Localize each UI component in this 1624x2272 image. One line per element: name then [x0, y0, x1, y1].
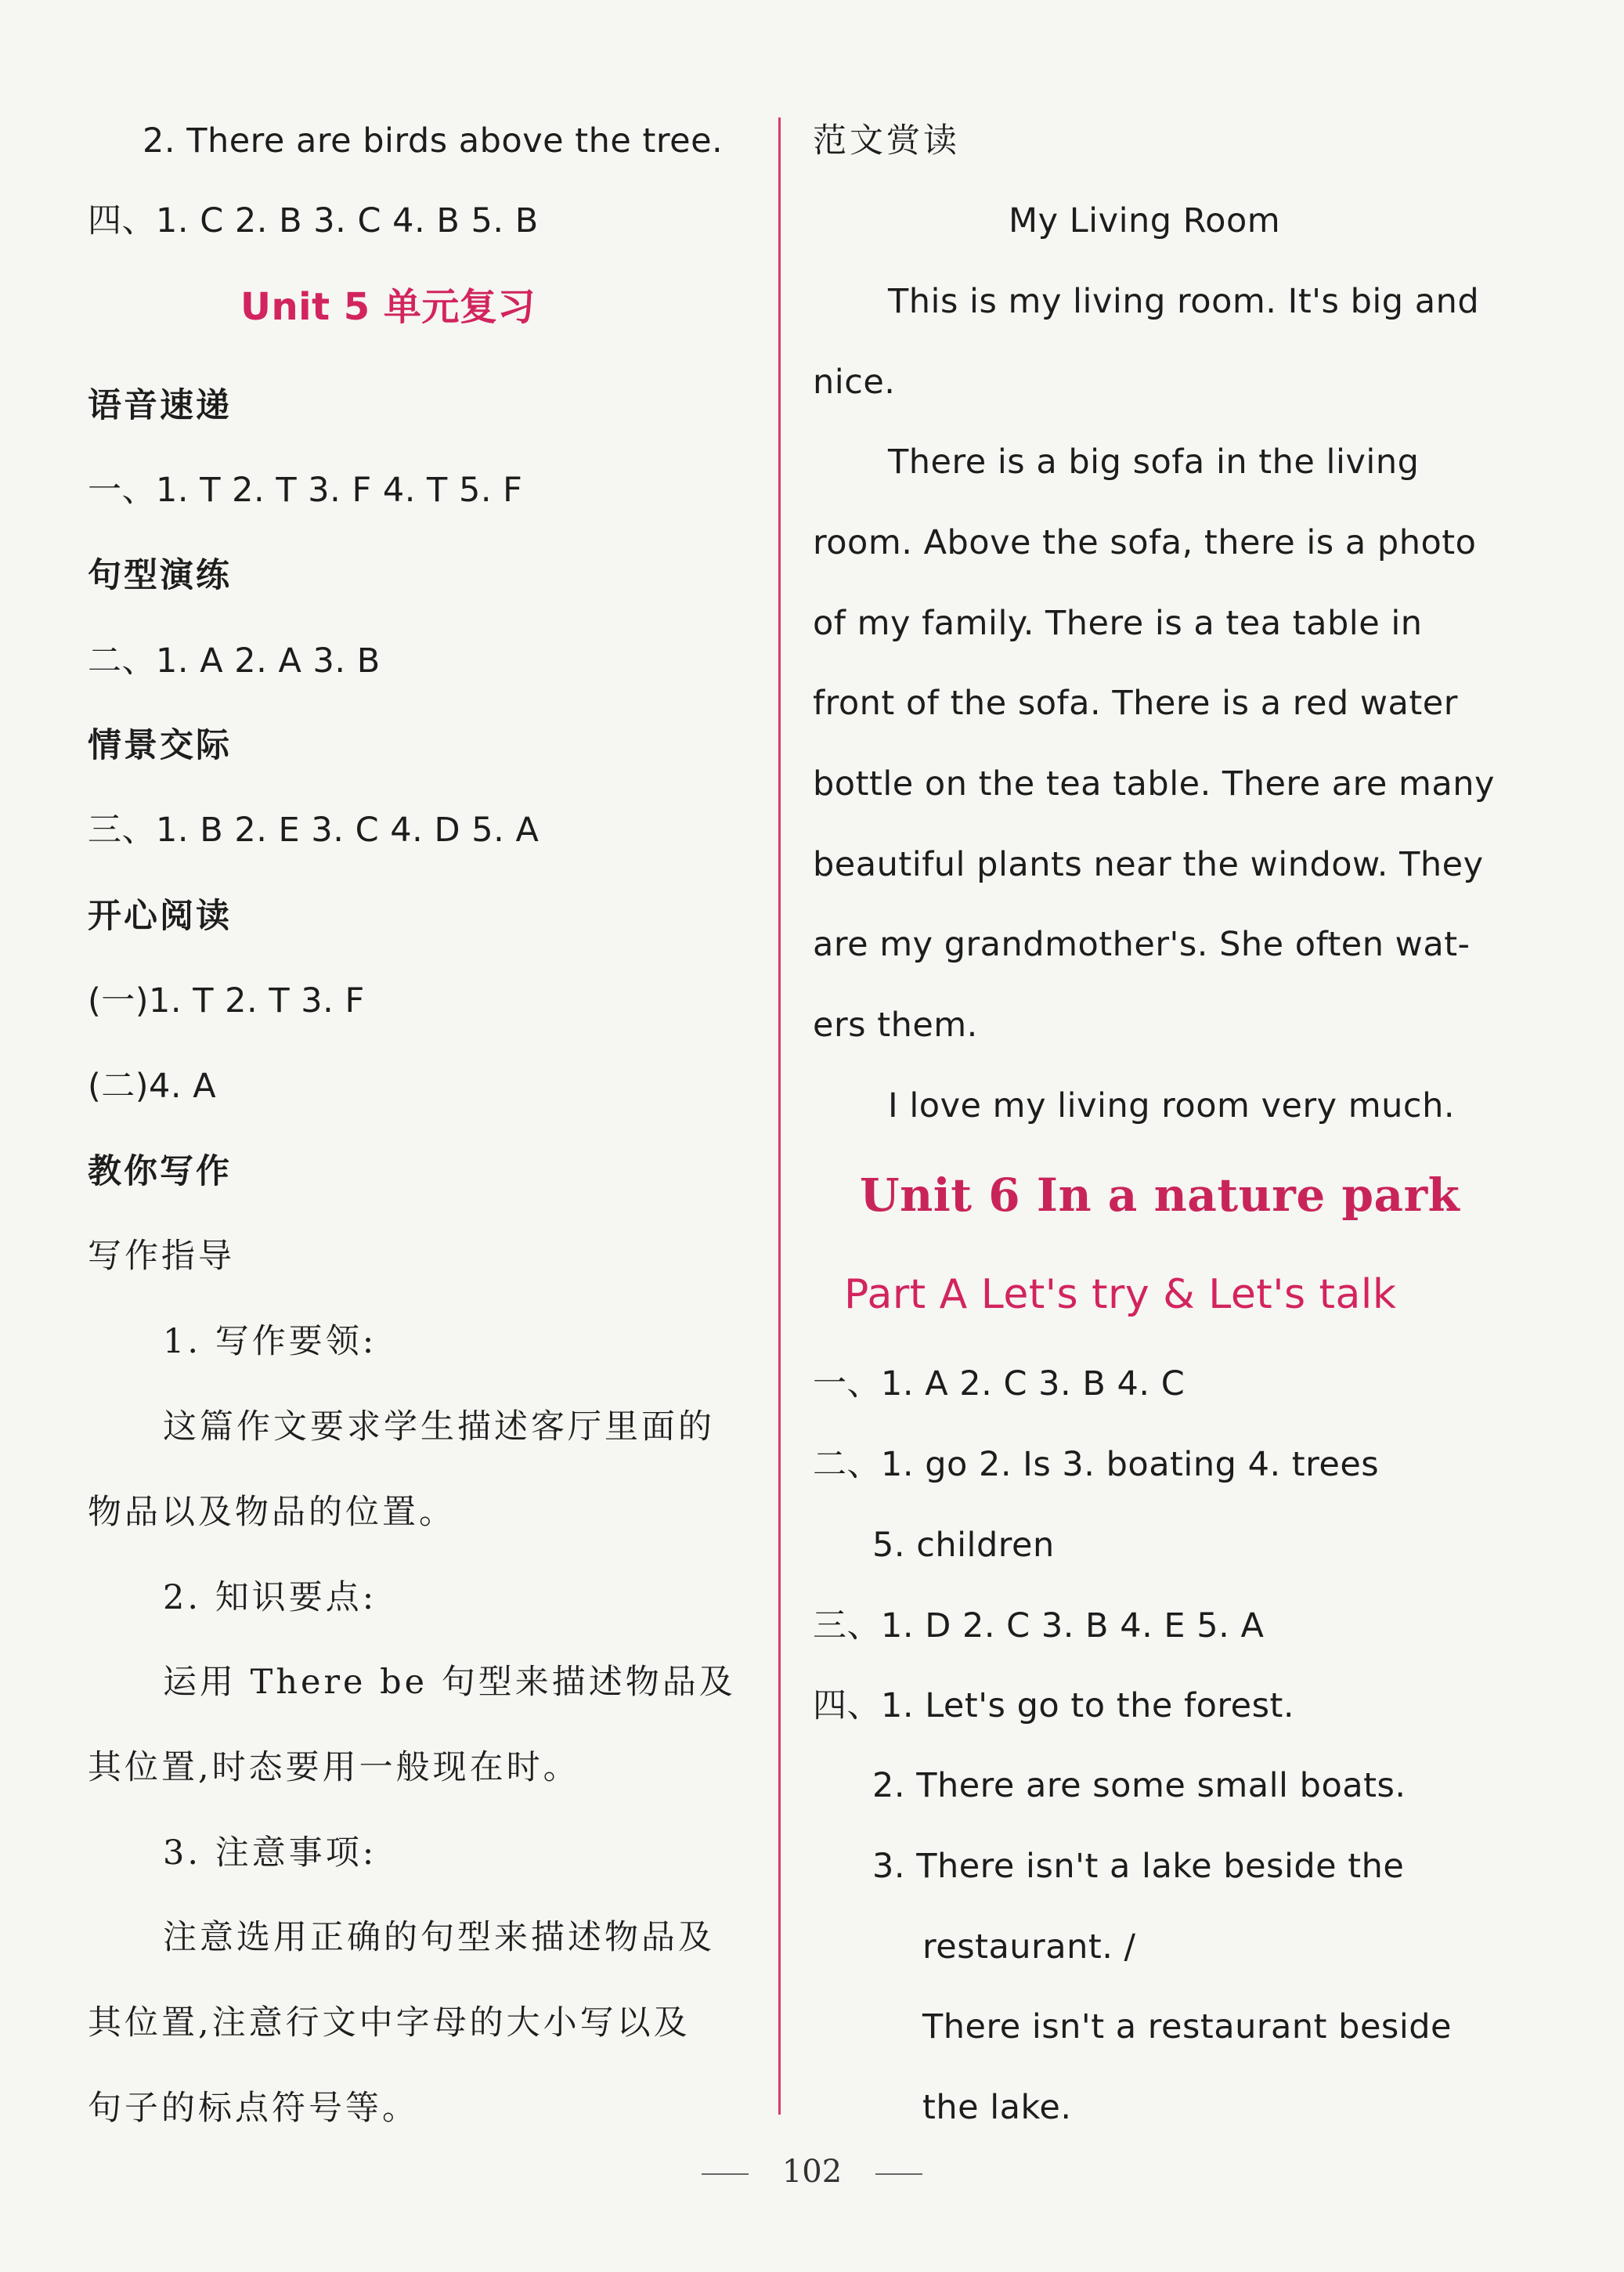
answer-line: There isn't a restaurant beside — [922, 2007, 1453, 2046]
section-label: 情景交际 — [88, 726, 232, 765]
answer-line: (二)4. A — [88, 1067, 217, 1106]
essay-line: ers them. — [813, 1006, 978, 1045]
answer-line: the lake. — [922, 2088, 1072, 2127]
writing-guide-line: 这篇作文要求学生描述客厅里面的 — [163, 1407, 715, 1447]
answer-line: 2. There are birds above the tree. — [143, 121, 724, 161]
answer-line: 一、1. T 2. T 3. F 4. T 5. F — [88, 471, 523, 510]
essay-line: bottle on the tea table. There are many — [813, 764, 1495, 804]
essay-line: There is a big sofa in the living — [888, 442, 1420, 482]
unit6-heading: Unit 6 In a nature park — [860, 1169, 1460, 1222]
section-label: 开心阅读 — [88, 897, 232, 936]
section-label: 范文赏读 — [813, 121, 960, 161]
essay-line: beautiful plants near the window. They — [813, 845, 1484, 884]
footer-dash-right — [875, 2173, 922, 2175]
essay-line: I love my living room very much. — [888, 1086, 1455, 1125]
answer-line: 二、1. go 2. Is 3. boating 4. trees — [813, 1445, 1380, 1484]
essay-title: My Living Room — [1009, 201, 1281, 240]
unit5-heading: Unit 5 单元复习 — [240, 285, 536, 329]
answer-line: 三、1. D 2. C 3. B 4. E 5. A — [813, 1606, 1265, 1645]
essay-line: are my grandmother's. She often wat- — [813, 925, 1471, 964]
section-label: 语音速递 — [88, 386, 232, 425]
writing-guide-line: 运用 There be 句型来描述物品及 — [163, 1663, 736, 1702]
section-label: 教你写作 — [88, 1152, 232, 1191]
writing-guide-line: 1. 写作要领: — [163, 1322, 377, 1361]
page-number: 102 — [781, 2154, 843, 2190]
section-label: 句型演练 — [88, 556, 232, 595]
essay-line: room. Above the sofa, there is a photo — [813, 523, 1477, 562]
writing-guide-line: 注意选用正确的句型来描述物品及 — [163, 1918, 715, 1957]
subsection-label: 写作指导 — [88, 1237, 235, 1276]
writing-guide-line: 2. 知识要点: — [163, 1578, 377, 1617]
page-footer — [0, 2154, 1624, 2190]
answer-line: 三、1. B 2. E 3. C 4. D 5. A — [88, 811, 540, 850]
answer-line: restaurant. / — [922, 1927, 1136, 1967]
answer-line: 5. children — [872, 1526, 1055, 1565]
writing-guide-line: 其位置,注意行文中字母的大小写以及 — [88, 2003, 691, 2043]
answer-line: 四、1. C 2. B 3. C 4. B 5. B — [88, 201, 539, 240]
writing-guide-line: 3. 注意事项: — [163, 1833, 377, 1873]
essay-line: of my family. There is a tea table in — [813, 604, 1423, 643]
writing-guide-line: 句子的标点符号等。 — [88, 2089, 419, 2128]
part-heading: Part A Let's try & Let's talk — [844, 1271, 1397, 1318]
footer-dash-left — [702, 2173, 749, 2175]
answer-line: (一)1. T 2. T 3. F — [88, 981, 365, 1020]
answer-line: 二、1. A 2. A 3. B — [88, 641, 381, 681]
answer-line: 2. There are some small boats. — [872, 1766, 1406, 1805]
answer-line: 3. There isn't a lake beside the — [872, 1847, 1405, 1886]
answer-line: 四、1. Let's go to the forest. — [813, 1686, 1295, 1725]
column-divider — [778, 117, 781, 2115]
essay-line: front of the sofa. There is a red water — [813, 684, 1458, 723]
writing-guide-line: 其位置,时态要用一般现在时。 — [88, 1748, 580, 1787]
writing-guide-line: 物品以及物品的位置。 — [88, 1493, 456, 1532]
essay-line: nice. — [813, 363, 896, 402]
answer-line: 一、1. A 2. C 3. B 4. C — [813, 1364, 1186, 1403]
essay-line: This is my living room. It's big and — [888, 282, 1480, 321]
